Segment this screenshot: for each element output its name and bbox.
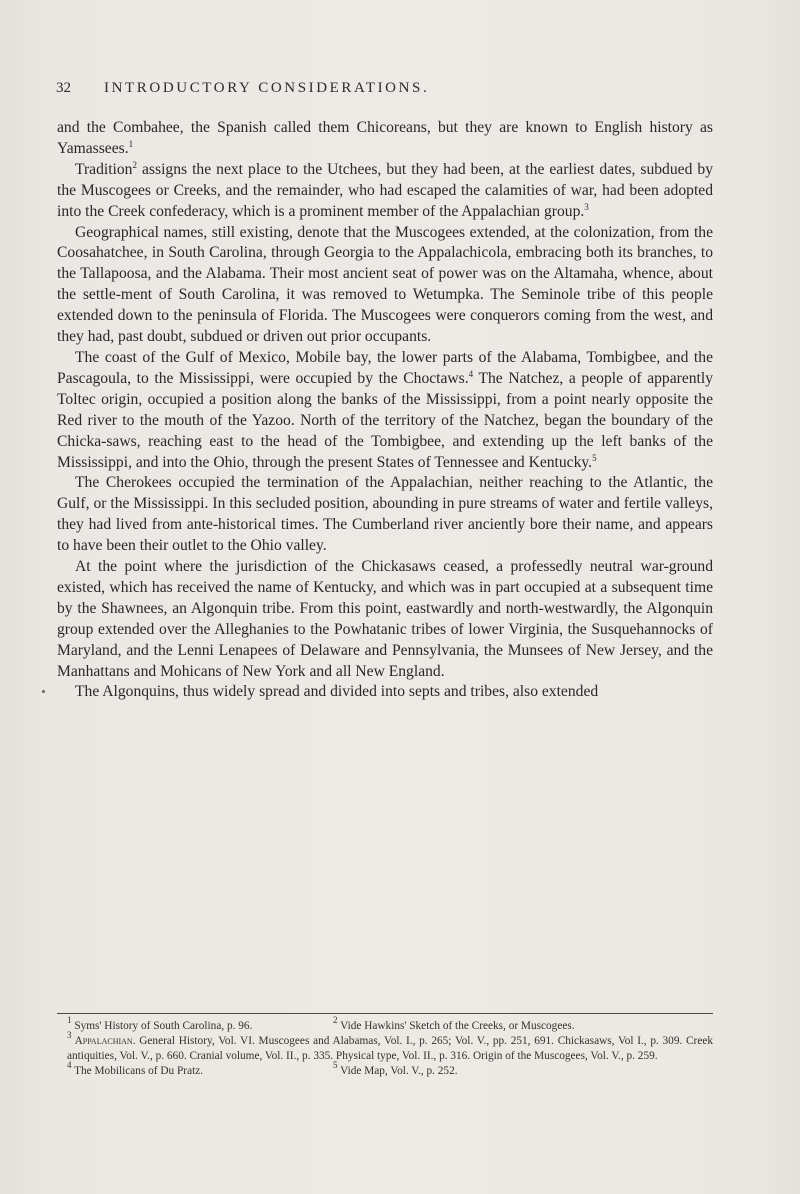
- footnote-2: $^2$ Vide Hawkins' Sketch of the Creeks, or Muscogees.: [333, 1015, 575, 1032]
- page-header: [56, 80, 736, 104]
- paragraph: and the Combahee, the Spanish called them Chicoreans, but they are known to English history as Yamassees.$^1$: [57, 119, 713, 157]
- footnote-ref: 3: [584, 201, 589, 212]
- paragraph: At the point where the jurisdiction of the Chickasaws ceased, a professedly neutral war-ground existed, which has received the name of Kentucky, and which was in part occupied at a subsequent time by the Shawnees, an Algonquin tribe. From this point, eastwardly and north-westwardly, the Algonquin group extended over the Alleghanies to the Powhatanic tribes of lower Virginia, the Susquehannocks of Maryland, and the Lenni Lenapees of Delaware and Pennsylvania, the Munsees of New Jersey, and the Manhattans and Mohicans of New York and all New England.: [57, 558, 713, 680]
- footnote-ref: 4: [468, 368, 474, 379]
- margin-dot: [42, 690, 45, 693]
- running-head: INTRODUCTORY CONSIDERATIONS.: [104, 80, 430, 96]
- footnote-1: $^1$ Syms' History of South Carolina, p. 96.: [67, 1015, 253, 1032]
- paragraph: The Cherokees occupied the termination of the Appalachian, neither reaching to the Atlantic, the Gulf, or the Mississippi. In this secluded position, abounding in pure streams of water and fertile valleys, they had lived from ante-historical times. The Cumberland river anciently bore their name, and appears to have been their outlet to the Ohio valley.: [57, 474, 713, 555]
- footnote-row: [57, 1015, 713, 1034]
- paragraph: The Algonquins, thus widely spread and divided into septs and tribes, also extended: [75, 683, 599, 701]
- footnote-4: $^4$ The Mobilicans of Du Pratz.: [67, 1060, 204, 1077]
- footnote-5: $^5$ Vide Map, Vol. V., p. 252.: [333, 1060, 458, 1077]
- paragraph: The coast of the Gulf of Mexico, Mobile bay, the lower parts of the Alabama, Tombigbee, and the Pascagoula, to the Mississippi, were occupied by the Choctaws.$^4$ The Natchez, a people of apparently Toltec origin, occupied a position along the banks of the Mississippi, from a point nearly opposite the Red river to the mouth of the Yazoo. North of the territory of the Natchez, began the boundary of the Chicka-saws, reaching east to the head of the Tombigbee, and extending up the left banks of the Mississippi, and into the Ohio, through the present States of Tennessee and Kentucky.$^5$: [57, 348, 714, 471]
- paragraph: Geographical names, still existing, denote that the Muscogees extended, at the colonization, from the Coosahatchee, in South Carolina, through Georgia to the Appalachicola, embracing both its branches, to the Tallapoosa, and the Alabama. Their most ancient seat of power was on the Altamaha, whence, about the settle-ment of South Carolina, it was removed to Wetumpka. The Seminole tribe of this people extended down to the peninsula of Florida. The Muscogees were conquerors coming from the west, and they had, past doubt, subdued or driven out prior occupants.: [57, 223, 713, 346]
- footnote-3: $^3$ Appalachian. General History, Vol. VI. Muscogees and Alabamas, Vol. I., p. 265; Vol. V., pp. 251, 691. Chickasaws, Vol I., p. 309. Creek antiquities, Vol. V., p. 660. Cranial volume, Vol. II., p. 335. Physical type, Vol. II., p. 316. Origin of the Muscogees, Vol. V., p. 259.: [67, 1030, 713, 1062]
- paragraph: Tradition$^2$ assigns the next place to the Utchees, but they had been, at the earliest dates, subdued by the Muscogees or Creeks, and the remainder, who had escaped the calamities of war, had been adopted into the Creek confederacy, which is a prominent member of the Appalachian group.$^3$: [57, 159, 713, 220]
- footnote-ref: 2: [132, 159, 137, 170]
- body-text: [57, 118, 713, 703]
- footnote-ref: 5: [592, 452, 597, 463]
- page-number: 32: [56, 80, 71, 96]
- footnote-ref: 1: [128, 138, 134, 149]
- footnote-divider: [57, 1013, 713, 1014]
- footnotes: [57, 1015, 713, 1079]
- footnote-row: [57, 1060, 713, 1079]
